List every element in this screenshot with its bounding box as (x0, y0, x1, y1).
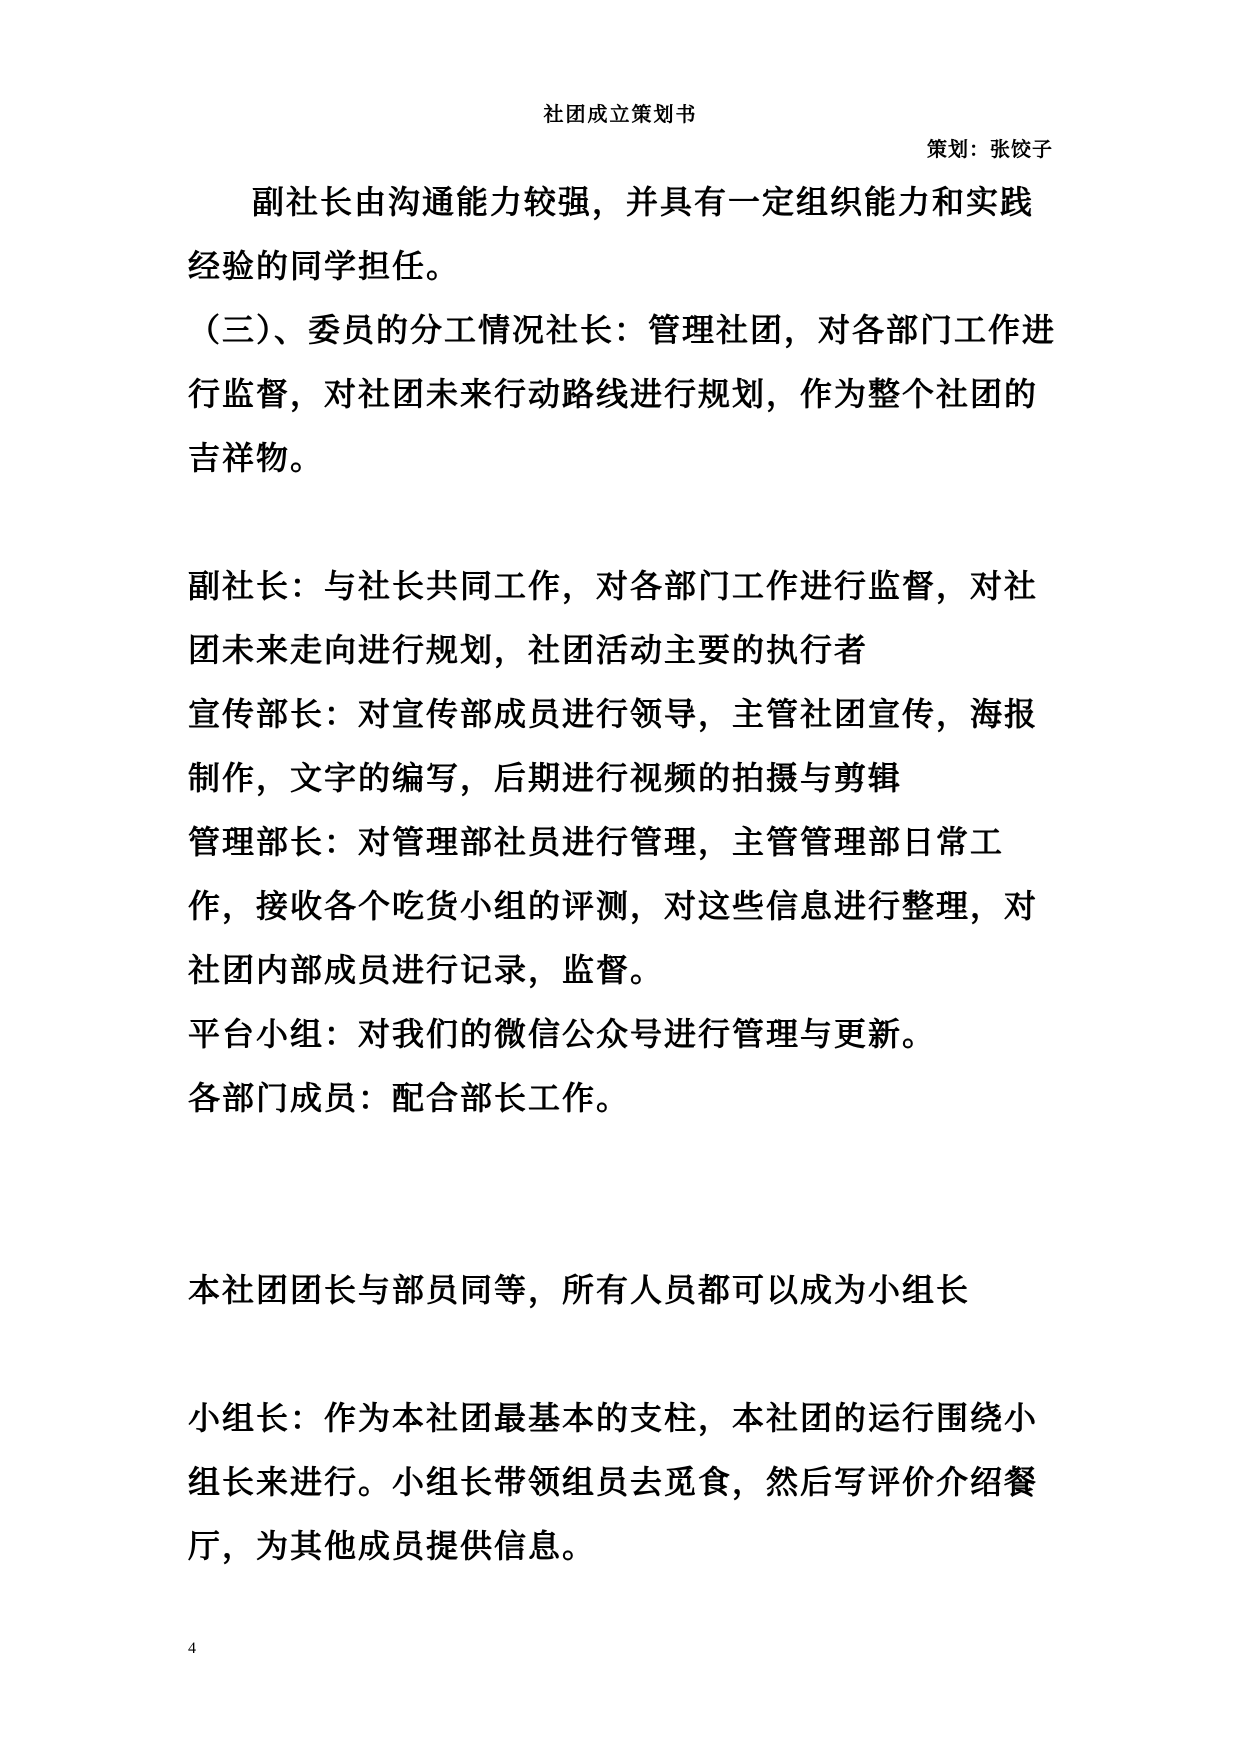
page-number: 4 (188, 1640, 196, 1657)
blank-line (188, 1322, 1058, 1386)
paragraph-group-leader: 小组长：作为本社团最基本的支柱，本社团的运行围绕小组长来进行。小组长带领组员去觅食，然后写评价介绍餐厅，为其他成员提供信息。 (188, 1399, 1039, 1565)
blank-line (188, 490, 1058, 554)
paragraph-vice-president: 副社长：与社长共同工作，对各部门工作进行监督，对社团未来走向进行规划，社团活动主要的执行者 (188, 567, 1039, 669)
paragraph-equality: 本社团团长与部员同等，所有人员都可以成为小组长 (188, 1271, 971, 1309)
paragraph-management-head: 管理部长：对管理部社员进行管理，主管管理部日常工作，接收各个吃货小组的评测，对这些信息进行整理，对社团内部成员进行记录，监督。 (188, 823, 1039, 989)
paragraph-department-members: 各部门成员：配合部长工作。 (188, 1079, 631, 1117)
paragraph-division-of-duties: （三）、委员的分工情况社长：管理社团，对各部门工作进行监督，对社团未来行动路线进行规划，作为整个社团的吉祥物。 (188, 311, 1057, 477)
paragraph-publicity-head: 宣传部长：对宣传部成员进行领导，主管社团宣传，海报制作，文字的编写，后期进行视频的拍摄与剪辑 (188, 695, 1039, 797)
document-author: 策划：张饺子 (927, 137, 1053, 161)
paragraph-vice-president-requirement: 副社长由沟通能力较强，并具有一定组织能力和实践经验的同学担任。 (188, 183, 1035, 285)
blank-line (188, 1130, 1058, 1258)
document-title: 社团成立策划书 (543, 102, 698, 126)
document-body (188, 170, 1058, 1578)
paragraph-platform-group: 平台小组：对我们的微信公众号进行管理与更新。 (188, 1015, 937, 1053)
